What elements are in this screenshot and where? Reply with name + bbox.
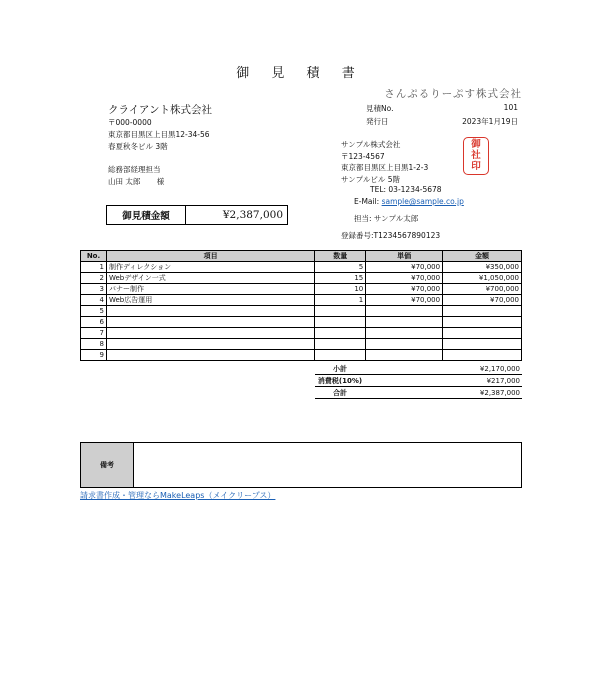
issuer-staff: サンプル太郎 <box>373 214 419 223</box>
cell-unit-price: ¥70,000 <box>366 284 443 295</box>
header-no: No. <box>81 251 107 262</box>
cell-qty: 1 <box>315 295 366 306</box>
tax-value: ¥217,000 <box>486 376 520 385</box>
issuer-staff-row <box>354 213 418 224</box>
cell-unit-price: ¥70,000 <box>366 273 443 284</box>
grand-total-label: 合計 <box>333 388 347 397</box>
cell-item: Webデザイン一式 <box>106 273 314 284</box>
cell-amount: ¥70,000 <box>443 295 522 306</box>
issuer-reg-no: T1234567890123 <box>373 231 441 240</box>
cell-unit-price <box>366 317 443 328</box>
issuer-display-name: さんぷるりーぷす株式会社 <box>384 88 522 100</box>
grand-total-row <box>315 387 522 399</box>
cell-item <box>106 328 314 339</box>
header-qty: 数量 <box>315 251 366 262</box>
header-unit-price: 単価 <box>366 251 443 262</box>
quote-amount-value: ¥2,387,000 <box>222 209 283 221</box>
table-header-row <box>81 251 522 262</box>
table-row <box>81 284 522 295</box>
cell-qty <box>315 339 366 350</box>
cell-qty <box>315 306 366 317</box>
makeleaps-link[interactable]: 請求書作成・管理ならMakeLeaps（メイクリープス） <box>80 491 276 500</box>
cell-item: バナー制作 <box>106 284 314 295</box>
cell-no: 1 <box>81 262 107 273</box>
cell-amount: ¥350,000 <box>443 262 522 273</box>
cell-no: 4 <box>81 295 107 306</box>
issue-date-label: 発行日 <box>366 117 389 126</box>
issuer-address2: サンプルビル 5階 <box>341 175 400 184</box>
cell-no: 9 <box>81 350 107 361</box>
quote-amount-label: 御見積金額 <box>107 206 186 224</box>
quote-no: 101 <box>503 103 518 112</box>
stamp-char: 御 <box>471 139 481 150</box>
company-seal-stamp <box>463 137 489 175</box>
stamp-char: 社 <box>471 150 481 161</box>
cell-no: 6 <box>81 317 107 328</box>
cell-unit-price <box>366 328 443 339</box>
stamp-char: 印 <box>471 161 481 172</box>
client-person <box>108 176 164 187</box>
issuer-email-row <box>354 197 464 206</box>
cell-qty <box>315 317 366 328</box>
table-row <box>81 295 522 306</box>
client-postal: 〒000-0000 <box>108 118 152 127</box>
cell-no: 7 <box>81 328 107 339</box>
table-row <box>81 339 522 350</box>
cell-unit-price <box>366 350 443 361</box>
client-address1: 東京都目黒区上目黒12-34-56 <box>108 130 210 139</box>
cell-no: 5 <box>81 306 107 317</box>
remarks-content <box>134 443 521 487</box>
tax-label: 消費税(10%) <box>317 376 363 385</box>
cell-no: 8 <box>81 339 107 350</box>
cell-qty: 5 <box>315 262 366 273</box>
issuer-postal: 〒123-4567 <box>341 152 385 161</box>
table-row <box>81 317 522 328</box>
header-item: 項目 <box>106 251 314 262</box>
totals-block <box>315 363 522 399</box>
issuer-email-link[interactable]: sample@sample.co.jp <box>381 197 464 206</box>
cell-unit-price: ¥70,000 <box>366 262 443 273</box>
cell-amount <box>443 306 522 317</box>
issuer-tel: TEL: 03-1234-5678 <box>370 185 442 194</box>
cell-item <box>106 339 314 350</box>
issuer-company: サンプル株式会社 <box>341 140 401 149</box>
cell-item: Web広告運用 <box>106 295 314 306</box>
cell-item: 制作ディレクション <box>106 262 314 273</box>
cell-amount: ¥1,050,000 <box>443 273 522 284</box>
issuer-reg-label: 登録番号: <box>341 231 374 240</box>
cell-qty: 10 <box>315 284 366 295</box>
cell-amount <box>443 317 522 328</box>
subtotal-label: 小計 <box>333 364 347 373</box>
remarks-box <box>80 442 522 488</box>
cell-qty <box>315 350 366 361</box>
remarks-label: 備考 <box>81 443 134 487</box>
subtotal-value: ¥2,170,000 <box>479 364 520 373</box>
cell-item <box>106 317 314 328</box>
quote-amount-box <box>106 205 288 225</box>
table-row <box>81 328 522 339</box>
cell-no: 3 <box>81 284 107 295</box>
cell-qty <box>315 328 366 339</box>
cell-unit-price <box>366 339 443 350</box>
cell-unit-price <box>366 306 443 317</box>
table-row <box>81 350 522 361</box>
client-honorific: 様 <box>156 177 165 186</box>
table-row <box>81 262 522 273</box>
issue-date: 2023年1月19日 <box>462 117 518 126</box>
document-title: 御 見 積 書 <box>236 66 364 81</box>
client-person-name: 山田 太郎 <box>108 177 141 186</box>
issuer-address1: 東京都目黒区上目黒1-2-3 <box>341 163 429 172</box>
cell-item <box>106 306 314 317</box>
cell-no: 2 <box>81 273 107 284</box>
issuer-staff-label: 担当: <box>354 214 372 223</box>
items-table <box>80 250 522 361</box>
cell-qty: 15 <box>315 273 366 284</box>
cell-amount <box>443 339 522 350</box>
cell-amount <box>443 350 522 361</box>
subtotal-row <box>315 363 522 375</box>
client-address2: 春夏秋冬ビル 3階 <box>108 142 168 151</box>
cell-item <box>106 350 314 361</box>
quote-no-label: 見積No. <box>366 104 394 113</box>
table-row <box>81 273 522 284</box>
issuer-email-label: E-Mail: <box>354 197 380 206</box>
header-amount: 金額 <box>443 251 522 262</box>
cell-amount: ¥700,000 <box>443 284 522 295</box>
tax-row <box>315 375 522 387</box>
table-row <box>81 306 522 317</box>
cell-amount <box>443 328 522 339</box>
cell-unit-price: ¥70,000 <box>366 295 443 306</box>
grand-total-value: ¥2,387,000 <box>479 388 520 397</box>
issuer-reg-row <box>341 230 440 241</box>
client-department: 総務部経理担当 <box>108 165 161 174</box>
client-name: クライアント株式会社 <box>108 104 212 116</box>
